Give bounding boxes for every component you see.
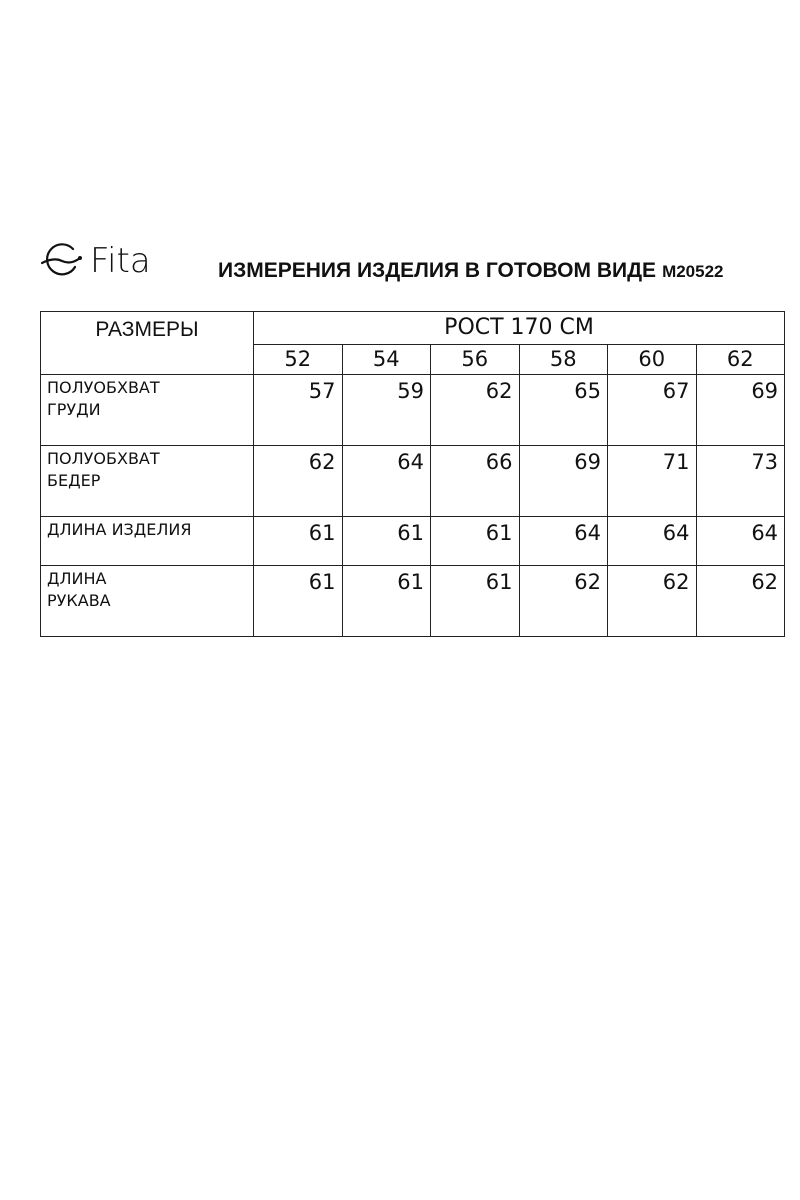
model-code: М20522 [662,262,724,281]
value-cell: 61 [342,566,431,637]
value-cell: 71 [608,446,697,517]
value-cell: 64 [696,517,785,566]
table-row [41,517,785,566]
fita-theta-icon [40,240,82,282]
value-cell: 69 [696,375,785,446]
value-cell: 66 [431,446,520,517]
value-cell: 57 [254,375,343,446]
value-cell: 69 [519,446,608,517]
row-label: ПОЛУОБХВАТ БЕДЕР [41,446,254,517]
brand-logo [40,238,151,284]
value-cell: 62 [519,566,608,637]
height-header: РОСТ 170 СМ [254,312,785,345]
header-row [41,312,785,345]
size-header-cell: 54 [342,344,431,374]
value-cell: 64 [342,446,431,517]
value-cell: 61 [431,517,520,566]
value-cell: 64 [608,517,697,566]
size-header-cell: 62 [696,344,785,374]
value-cell: 62 [608,566,697,637]
brand-name: Fita [90,241,151,281]
value-cell: 61 [254,517,343,566]
value-cell: 59 [342,375,431,446]
value-cell: 61 [342,517,431,566]
value-cell: 61 [431,566,520,637]
page-title [218,258,724,285]
row-label: ПОЛУОБХВАТ ГРУДИ [41,375,254,446]
size-chart-table [40,311,785,637]
value-cell: 64 [519,517,608,566]
table-row [41,446,785,517]
size-header-cell: 52 [254,344,343,374]
value-cell: 67 [608,375,697,446]
size-header-cell: 58 [519,344,608,374]
title-text: ИЗМЕРЕНИЯ ИЗДЕЛИЯ В ГОТОВОМ ВИДЕ [218,259,657,282]
size-header-cell: 60 [608,344,697,374]
row-label: ДЛИНА РУКАВА [41,566,254,637]
row-label: ДЛИНА ИЗДЕЛИЯ [41,517,254,566]
value-cell: 65 [519,375,608,446]
table-row [41,375,785,446]
sizes-header: РАЗМЕРЫ [41,312,254,375]
value-cell: 73 [696,446,785,517]
table-row [41,566,785,637]
value-cell: 61 [254,566,343,637]
value-cell: 62 [254,446,343,517]
size-header-cell: 56 [431,344,520,374]
value-cell: 62 [431,375,520,446]
value-cell: 62 [696,566,785,637]
